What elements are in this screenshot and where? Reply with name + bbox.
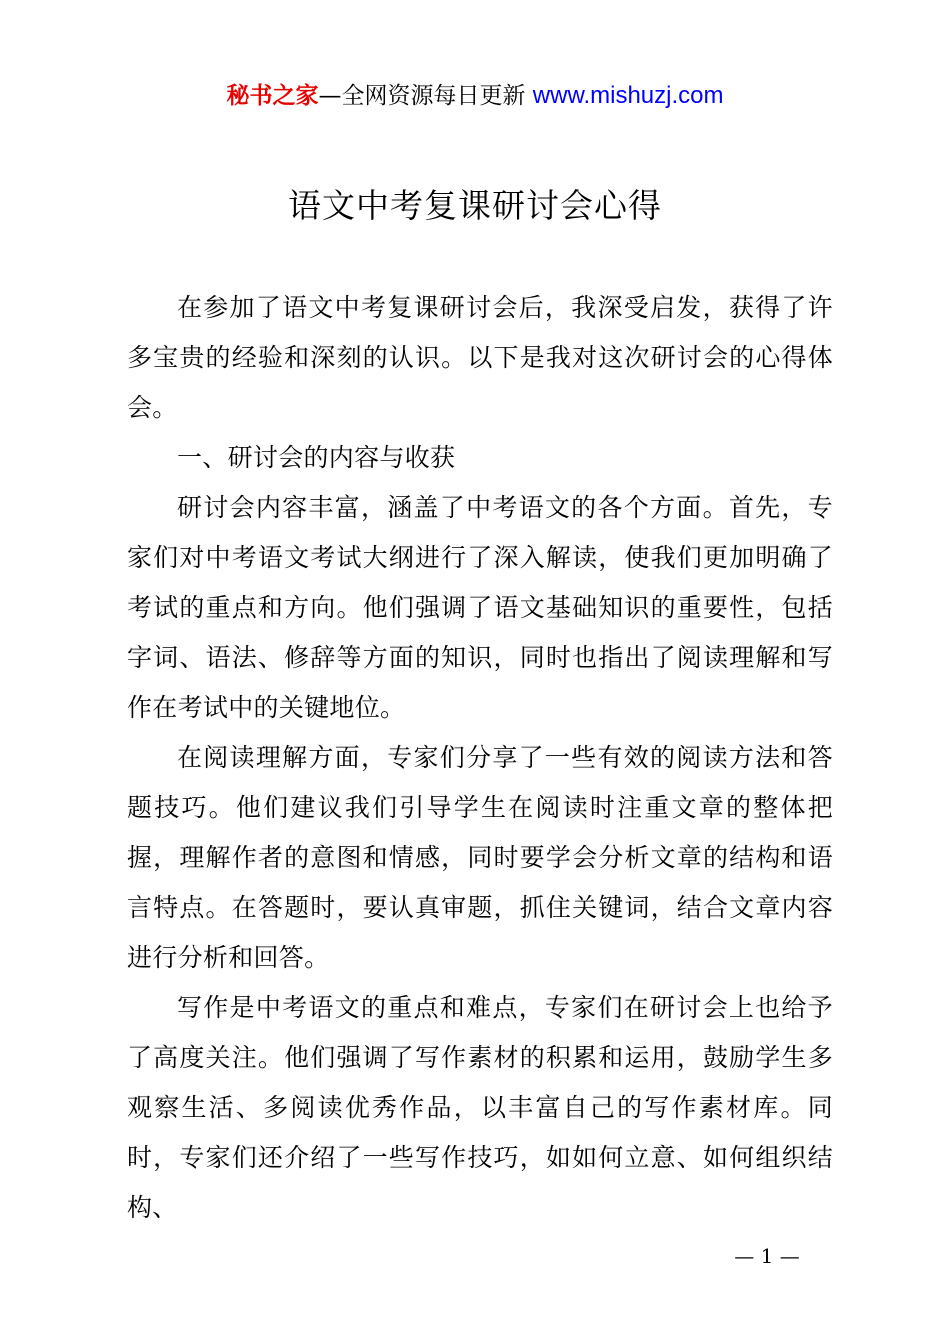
document-title: 语文中考复课研讨会心得: [288, 186, 662, 225]
header-tagline: —全网资源每日更新: [318, 83, 526, 109]
brand-name: 秘书之家: [226, 83, 319, 109]
paragraph-reading: 在阅读理解方面，专家们分享了一些有效的阅读方法和答题技巧。他们建议我们引导学生在阅读时注重文章的整体把握，理解作者的意图和情感，同时要学会分析文章的结构和语言特点。在答题时，要认真审题，抓住关键词，结合文章内容进行分析和回答。: [127, 743, 833, 972]
document-body: [127, 283, 833, 1233]
section-heading: 一、研讨会的内容与收获: [177, 443, 456, 472]
paragraph-writing: 写作是中考语文的重点和难点，专家们在研讨会上也给予了高度关注。他们强调了写作素材的积累和运用，鼓励学生多观察生活、多阅读优秀作品，以丰富自己的写作素材库。同时，专家们还介绍了一些写作技巧，如如何立意、如何组织结构、: [127, 993, 833, 1222]
site-header: [0, 80, 950, 112]
paragraph-intro: 在参加了语文中考复课研讨会后，我深受启发，获得了许多宝贵的经验和深刻的认识。以下是我对这次研讨会的心得体会。: [127, 293, 833, 422]
site-url-link[interactable]: www.mishuzj.com: [532, 82, 724, 109]
page-number: — 1 —: [734, 1244, 800, 1268]
paragraph-content: 研讨会内容丰富，涵盖了中考语文的各个方面。首先，专家们对中考语文考试大纲进行了深入解读，使我们更加明确了考试的重点和方向。他们强调了语文基础知识的重要性，包括字词、语法、修辞等方面的知识，同时也指出了阅读理解和写作在考试中的关键地位。: [127, 493, 833, 722]
